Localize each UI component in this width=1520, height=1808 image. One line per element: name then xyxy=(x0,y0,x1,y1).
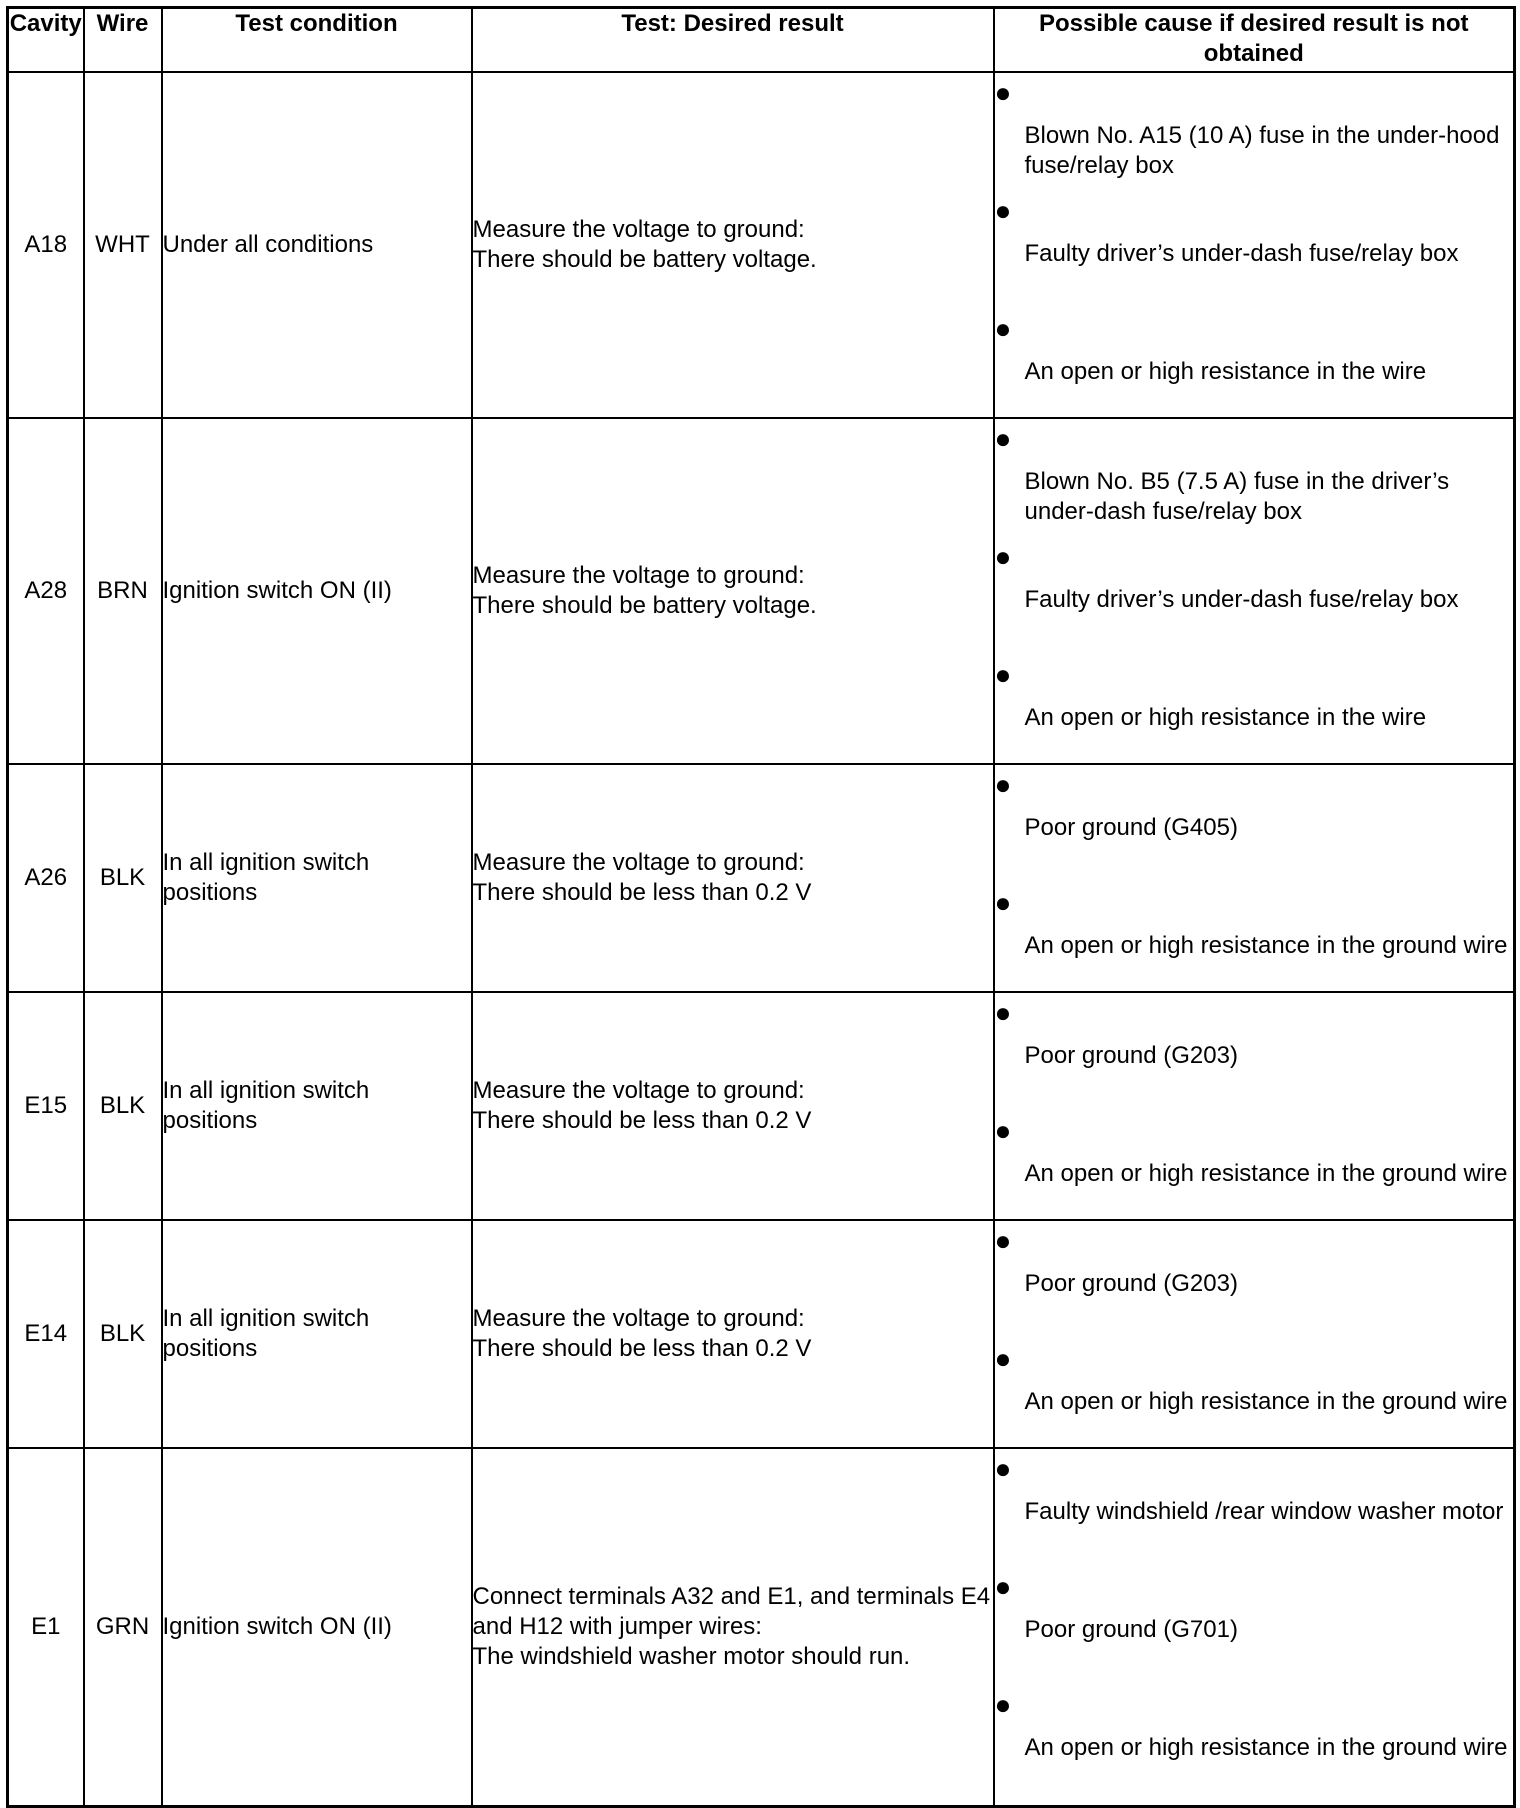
bullet-icon: ● xyxy=(994,313,1012,344)
bullet-icon: ● xyxy=(994,1571,1012,1602)
cause-item xyxy=(995,885,1514,991)
bullet-icon: ● xyxy=(994,659,1012,690)
cause-item xyxy=(995,421,1514,527)
bullet-icon: ● xyxy=(994,887,1012,918)
cause-text: An open or high resistance in the wire xyxy=(1024,358,1427,385)
cause-item xyxy=(995,311,1514,417)
bullet-icon: ● xyxy=(994,1343,1012,1374)
wire-color-cell: BLK xyxy=(84,1220,162,1448)
bullet-icon: ● xyxy=(994,769,1012,800)
table-row xyxy=(8,418,1515,764)
table-row xyxy=(8,72,1515,418)
cavity-cell: E1 xyxy=(8,1448,84,1806)
cavity-cell: A26 xyxy=(8,764,84,992)
wire-color-cell: BRN xyxy=(84,418,162,764)
cause-text: Faulty driver’s under-dash fuse/relay box xyxy=(1024,240,1459,267)
desired-result-cell xyxy=(472,72,994,418)
table-row xyxy=(8,1448,1515,1806)
possible-causes-cell xyxy=(994,1220,1515,1448)
desired-result-cell xyxy=(472,992,994,1220)
cause-text: An open or high resistance in the ground wire xyxy=(1024,1160,1508,1187)
possible-causes-cell xyxy=(994,764,1515,992)
cause-text: Poor ground (G203) xyxy=(1024,1042,1238,1069)
cause-text: Poor ground (G701) xyxy=(1024,1616,1238,1643)
cavity-cell: A28 xyxy=(8,418,84,764)
bullet-icon: ● xyxy=(994,541,1012,572)
bullet-icon: ● xyxy=(994,1453,1012,1484)
bullet-icon: ● xyxy=(994,195,1012,226)
header-desired-result: Test: Desired result xyxy=(472,8,994,73)
test-condition-cell: In all ignition switch positions xyxy=(162,1220,472,1448)
cause-item xyxy=(995,1341,1514,1447)
diagnostic-table xyxy=(6,6,1516,1808)
table-row xyxy=(8,1220,1515,1448)
desired-result-text: Connect terminals A32 and E1, and terminals E4 and H12 with jumper wires: The windshield washer motor should run. xyxy=(472,1582,991,1670)
test-condition-cell: In all ignition switch positions xyxy=(162,992,472,1220)
cause-text: Blown No. A15 (10 A) fuse in the under-hood fuse/relay box xyxy=(1024,122,1500,179)
desired-result-text: Measure the voltage to ground: There should be battery voltage. xyxy=(472,562,817,619)
cause-item xyxy=(995,1451,1514,1557)
header-row xyxy=(8,8,1515,73)
header-test-condition: Test condition xyxy=(162,8,472,73)
bullet-icon: ● xyxy=(994,1115,1012,1146)
test-condition-cell: Under all conditions xyxy=(162,72,472,418)
cause-item xyxy=(995,767,1514,873)
cause-text: An open or high resistance in the ground wire xyxy=(1024,932,1508,959)
cause-item xyxy=(995,75,1514,181)
desired-result-text: Measure the voltage to ground: There should be less than 0.2 V xyxy=(472,1077,812,1134)
header-cavity: Cavity xyxy=(8,8,84,73)
table-row xyxy=(8,992,1515,1220)
desired-result-text: Measure the voltage to ground: There should be battery voltage. xyxy=(472,216,817,273)
bullet-icon: ● xyxy=(994,997,1012,1028)
test-condition-cell: Ignition switch ON (II) xyxy=(162,1448,472,1806)
desired-result-cell xyxy=(472,1448,994,1806)
cavity-cell: A18 xyxy=(8,72,84,418)
cause-item xyxy=(995,1687,1514,1793)
wire-color-cell: BLK xyxy=(84,764,162,992)
desired-result-cell xyxy=(472,764,994,992)
header-wire: Wire xyxy=(84,8,162,73)
bullet-icon: ● xyxy=(994,77,1012,108)
wire-color-cell: GRN xyxy=(84,1448,162,1806)
cause-item xyxy=(995,1113,1514,1219)
bullet-icon: ● xyxy=(994,423,1012,454)
desired-result-cell xyxy=(472,418,994,764)
bullet-icon: ● xyxy=(994,1689,1012,1720)
possible-causes-cell xyxy=(994,992,1515,1220)
cause-text: Poor ground (G203) xyxy=(1024,1270,1238,1297)
desired-result-text: Measure the voltage to ground: There should be less than 0.2 V xyxy=(472,1305,812,1362)
cause-text: An open or high resistance in the wire xyxy=(1024,704,1427,731)
possible-causes-cell xyxy=(994,72,1515,418)
table-row xyxy=(8,764,1515,992)
cause-item xyxy=(995,657,1514,763)
cause-text: Faulty windshield /rear window washer motor xyxy=(1024,1498,1504,1525)
test-condition-cell: Ignition switch ON (II) xyxy=(162,418,472,764)
cause-item xyxy=(995,1223,1514,1329)
desired-result-cell xyxy=(472,1220,994,1448)
cavity-cell: E15 xyxy=(8,992,84,1220)
cause-text: An open or high resistance in the ground wire xyxy=(1024,1734,1508,1761)
desired-result-text: Measure the voltage to ground: There should be less than 0.2 V xyxy=(472,849,812,906)
cause-item xyxy=(995,1569,1514,1675)
cause-text: Blown No. B5 (7.5 A) fuse in the driver’s under-dash fuse/relay box xyxy=(1024,468,1450,525)
cause-text: Poor ground (G405) xyxy=(1024,814,1238,841)
possible-causes-cell xyxy=(994,1448,1515,1806)
cause-text: An open or high resistance in the ground wire xyxy=(1024,1388,1508,1415)
cause-item xyxy=(995,539,1514,645)
cause-item xyxy=(995,995,1514,1101)
header-possible-cause: Possible cause if desired result is not obtained xyxy=(994,8,1515,73)
wire-color-cell: BLK xyxy=(84,992,162,1220)
cavity-cell: E14 xyxy=(8,1220,84,1448)
wire-color-cell: WHT xyxy=(84,72,162,418)
cause-text: Faulty driver’s under-dash fuse/relay box xyxy=(1024,586,1459,613)
test-condition-cell: In all ignition switch positions xyxy=(162,764,472,992)
possible-causes-cell xyxy=(994,418,1515,764)
bullet-icon: ● xyxy=(994,1225,1012,1256)
cause-item xyxy=(995,193,1514,299)
